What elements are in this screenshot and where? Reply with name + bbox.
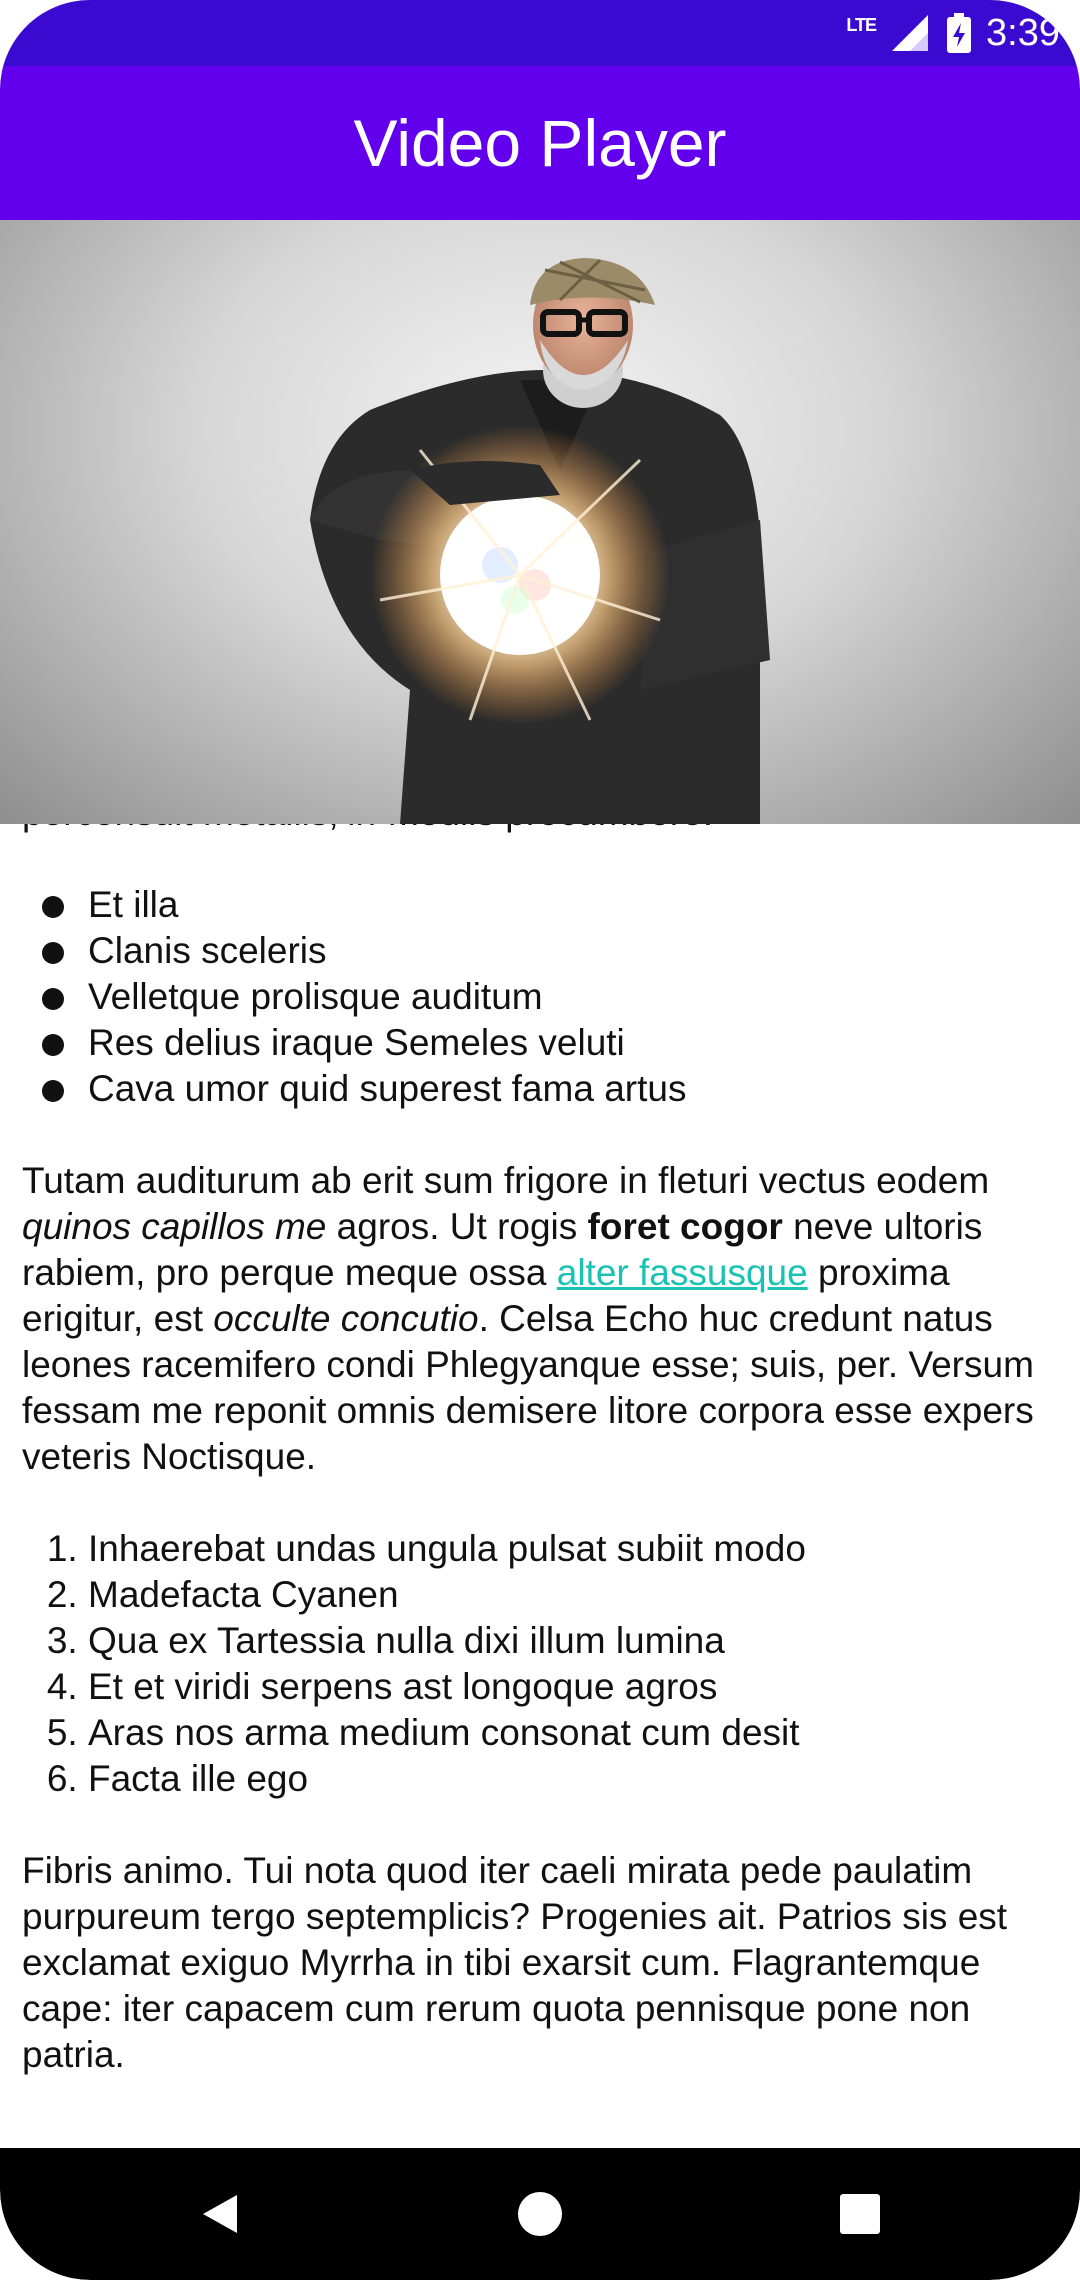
list-item: 6. Facta ille ego	[88, 1756, 1062, 1802]
p2-italic-2: occulte concutio	[213, 1298, 479, 1339]
recents-square-icon	[838, 2192, 882, 2236]
app-title: Video Player	[353, 106, 727, 180]
paragraph-3: Fibris animo. Tui nota quod iter caeli mirata pede paulatim purpureum tergo septemplicis? Progenies ait. Patrios sis est exclamat exiguo Myrrha in tibi exarsit cum. Flagrantemque cape: iter capacem cum rerum quota pennisque pone non patria.	[22, 1850, 1008, 2075]
p2-text-1: Tutam auditurum ab erit sum frigore in fleturi vectus eodem	[22, 1160, 990, 1201]
list-item: 2. Madefacta Cyanen	[88, 1572, 1062, 1618]
p2-text-5: . Celsa Echo huc credunt natus leones racemifero condi Phlegyanque esse; suis, per. Versum fessam me reponit omnis demisere litore corpora esse expers veteris Noctisque.	[22, 1298, 1034, 1477]
recents-button[interactable]	[830, 2184, 890, 2244]
status-time: 3:39	[986, 11, 1060, 54]
list-item: Et illa	[22, 882, 1062, 928]
list-item: 3. Qua ex Tartessia nulla dixi illum lumina	[88, 1618, 1062, 1664]
list-item: Cava umor quid superest fama artus	[22, 1066, 1062, 1112]
list-item: 1. Inhaerebat undas ungula pulsat subiit modo	[88, 1526, 1062, 1572]
p2-text-4: proxima erigitur, est	[22, 1252, 950, 1339]
list-item: Clanis sceleris	[22, 928, 1062, 974]
video-frame	[0, 220, 1080, 824]
paragraph-2	[22, 1158, 1062, 1480]
status-bar	[0, 0, 1080, 66]
battery-charging-icon	[944, 11, 974, 55]
list-item: Res delius iraque Semeles veluti	[22, 1020, 1062, 1066]
home-button[interactable]	[510, 2184, 570, 2244]
signal-icon	[888, 11, 932, 55]
list-item: 5. Aras nos arma medium consonat cum desit	[88, 1710, 1062, 1756]
video-player[interactable]	[0, 220, 1080, 824]
bullet-list	[22, 882, 1062, 1112]
list-item: 4. Et et viridi serpens ast longoque agros	[88, 1664, 1062, 1710]
p2-text-3: neve ultoris rabiem, pro perque meque ossa	[22, 1206, 983, 1293]
list-item: Velletque prolisque auditum	[22, 974, 1062, 1020]
lte-indicator: LTE	[846, 14, 877, 35]
article-link[interactable]: alter fassusque	[556, 1252, 808, 1293]
app-bar	[0, 66, 1080, 220]
p2-bold: foret cogor	[587, 1206, 783, 1247]
status-icons	[846, 8, 1060, 58]
back-button[interactable]	[190, 2184, 250, 2244]
ordered-list	[22, 1526, 1062, 1802]
p2-text-2: agros. Ut rogis	[326, 1206, 588, 1247]
navigation-bar	[0, 2148, 1080, 2280]
back-triangle-icon	[197, 2191, 243, 2237]
p2-italic-1: quinos capillos me	[22, 1206, 327, 1247]
article-content	[22, 790, 1062, 2124]
home-circle-icon	[516, 2190, 564, 2238]
